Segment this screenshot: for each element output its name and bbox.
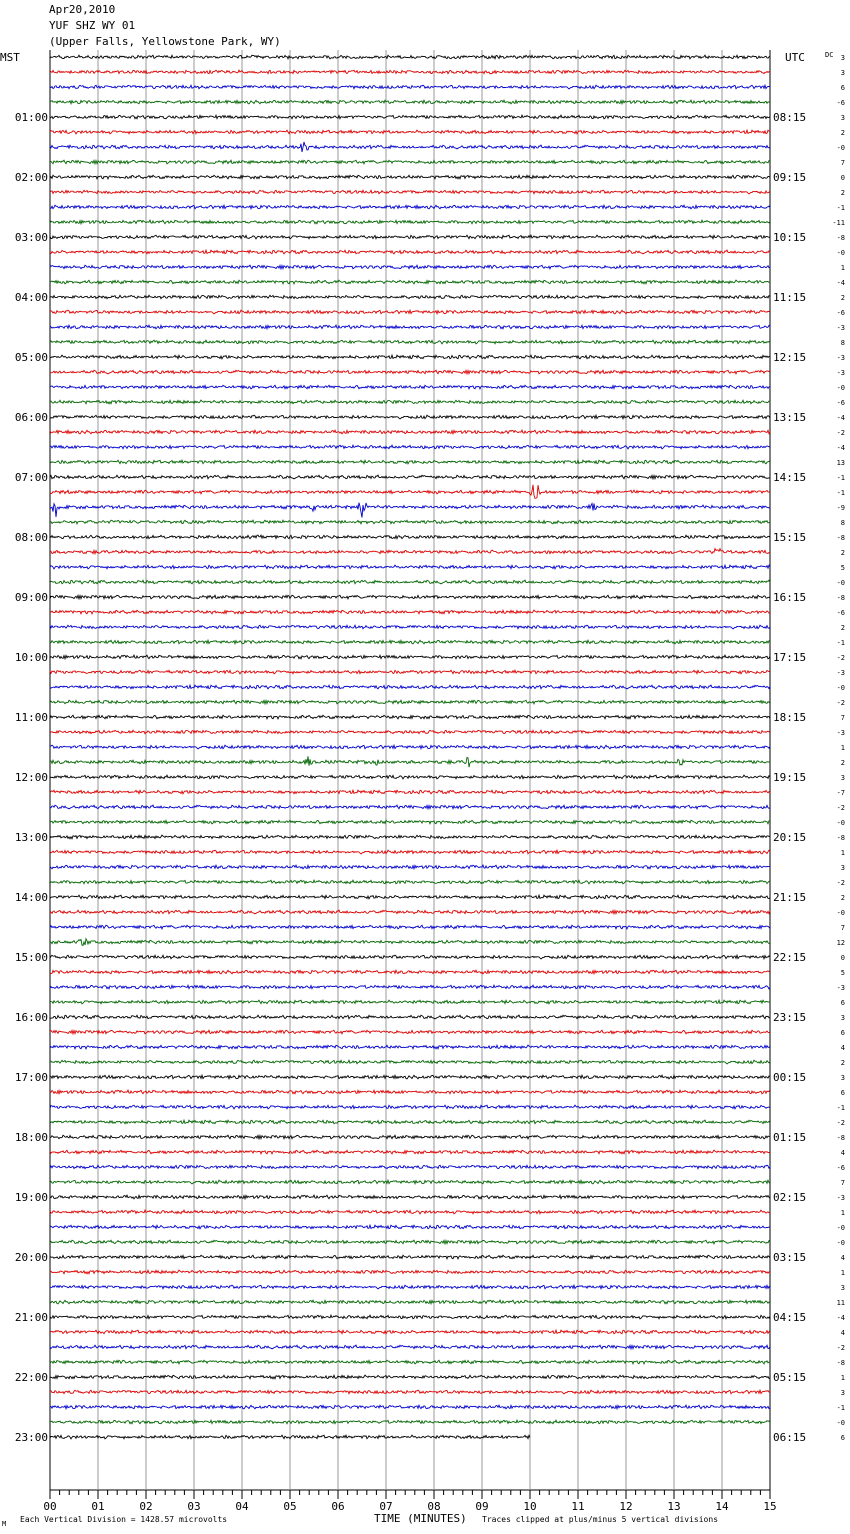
- dc-offset-label: 2: [840, 129, 845, 137]
- x-tick-label: 15: [763, 1500, 777, 1513]
- dc-offset-label: -6: [836, 309, 845, 317]
- dc-offset-label: 7: [840, 714, 845, 722]
- seismic-trace: [50, 355, 770, 359]
- dc-offset-label: 6: [840, 1434, 845, 1442]
- hour-label-local: 02:00: [14, 171, 48, 184]
- x-axis-title: TIME (MINUTES): [374, 1512, 467, 1525]
- dc-offset-label: 6: [840, 999, 845, 1007]
- dc-offset-label: -3: [836, 354, 845, 362]
- dc-offset-label: -3: [836, 324, 845, 332]
- dc-offset-label: 11: [836, 1299, 845, 1307]
- dc-offset-label: 5: [840, 564, 845, 572]
- seismic-trace: [50, 115, 770, 119]
- seismic-trace: [50, 910, 770, 914]
- dc-offset-label: 3: [840, 1074, 845, 1082]
- seismic-trace: [50, 295, 770, 298]
- dc-offset-label: -3: [836, 369, 845, 377]
- dc-offset-label: -8: [836, 594, 845, 602]
- dc-offset-label: 2: [840, 549, 845, 557]
- seismic-trace: [50, 970, 770, 974]
- seismic-trace: [50, 1150, 770, 1154]
- seismic-trace: [50, 310, 770, 314]
- seismic-trace: [50, 1315, 770, 1319]
- x-tick-label: 09: [475, 1500, 489, 1513]
- dc-offset-label: 12: [836, 939, 845, 947]
- seismic-trace: [50, 805, 770, 809]
- dc-offset-label: -2: [836, 699, 845, 707]
- dc-offset-label: -0: [836, 1239, 845, 1247]
- seismic-trace: [50, 400, 770, 404]
- dc-offset-label: -0: [836, 579, 845, 587]
- dc-offset-label: -1: [836, 204, 845, 212]
- dc-offset-label: 1: [840, 1374, 845, 1382]
- dc-offset-label: 4: [840, 1044, 845, 1052]
- hour-label-local: 22:00: [14, 1371, 48, 1384]
- seismic-trace: [50, 850, 770, 854]
- dc-offset-label: 1: [840, 1269, 845, 1277]
- dc-offset-label: 5: [840, 969, 845, 977]
- seismic-trace: [50, 549, 770, 554]
- hour-label-utc: 11:15: [773, 291, 807, 304]
- seismic-trace: [50, 1195, 770, 1199]
- seismic-trace: [50, 835, 770, 839]
- dc-offset-label: 3: [840, 69, 845, 77]
- seismic-trace: [50, 130, 770, 134]
- dc-header: DC: [825, 51, 834, 59]
- dc-offset-label: 6: [840, 84, 845, 92]
- seismic-trace: [50, 325, 770, 329]
- dc-offset-label: -2: [836, 804, 845, 812]
- dc-offset-label: -2: [836, 1344, 845, 1352]
- x-tick-label: 12: [619, 1500, 633, 1513]
- dc-offset-label: -4: [836, 414, 845, 422]
- seismic-trace: [50, 535, 770, 539]
- x-tick-label: 07: [379, 1500, 393, 1513]
- dc-offset-label: 2: [840, 1059, 845, 1067]
- seismic-trace: [50, 790, 770, 794]
- dc-offset-label: -0: [836, 249, 845, 257]
- hour-label-local: 18:00: [14, 1131, 48, 1144]
- seismic-trace: [50, 265, 770, 269]
- dc-offset-label: 3: [840, 114, 845, 122]
- seismic-trace: [50, 190, 770, 194]
- hour-label-utc: 10:15: [773, 231, 807, 244]
- seismic-trace: [50, 460, 770, 464]
- seismic-trace: [50, 1015, 770, 1019]
- seismic-trace: [50, 70, 770, 74]
- seismic-trace: [50, 280, 770, 284]
- dc-offset-label: 1: [840, 1209, 845, 1217]
- hour-label-local: 23:00: [14, 1431, 48, 1444]
- hour-label-local: 09:00: [14, 591, 48, 604]
- clip-note: Traces clipped at plus/minus 5 vertical divisions: [482, 1515, 719, 1524]
- seismic-trace: [50, 775, 770, 779]
- hour-label-utc: 02:15: [773, 1191, 807, 1204]
- seismic-trace: [50, 1375, 770, 1379]
- dc-offset-label: 3: [840, 774, 845, 782]
- hour-label-local: 08:00: [14, 531, 48, 544]
- dc-offset-label: 7: [840, 159, 845, 167]
- seismic-trace: [50, 1030, 770, 1034]
- seismic-trace: [50, 1420, 770, 1424]
- seismic-trace: [50, 220, 770, 224]
- seismic-trace: [50, 1240, 770, 1244]
- dc-offset-label: -8: [836, 1359, 845, 1367]
- seismic-trace: [50, 415, 770, 419]
- hour-label-utc: 13:15: [773, 411, 807, 424]
- hour-label-local: 03:00: [14, 231, 48, 244]
- x-tick-label: 13: [667, 1500, 681, 1513]
- seismic-trace: [50, 610, 770, 614]
- dc-offset-label: -3: [836, 984, 845, 992]
- seismic-trace: [50, 160, 770, 164]
- seismic-trace: [50, 1285, 770, 1289]
- seismic-trace: [50, 820, 770, 824]
- dc-offset-label: -0: [836, 144, 845, 152]
- seismic-trace: [50, 100, 770, 104]
- dc-offset-label: -0: [836, 1224, 845, 1232]
- dc-offset-label: -6: [836, 99, 845, 107]
- x-tick-label: 11: [571, 1500, 585, 1513]
- seismic-trace: [50, 142, 770, 152]
- hour-label-local: 15:00: [14, 951, 48, 964]
- seismic-trace: [50, 1135, 770, 1139]
- hour-label-utc: 08:15: [773, 111, 807, 124]
- seismic-trace: [50, 1390, 770, 1394]
- seismic-trace: [50, 1405, 770, 1409]
- dc-offset-label: 1: [840, 744, 845, 752]
- seismic-trace: [50, 235, 770, 239]
- seismic-trace: [50, 340, 770, 344]
- dc-offset-label: 13: [836, 459, 845, 467]
- seismic-trace: [50, 485, 770, 499]
- dc-offset-label: 3: [840, 54, 845, 62]
- dc-offset-label: 1: [840, 849, 845, 857]
- hour-label-utc: 15:15: [773, 531, 807, 544]
- seismic-trace: [50, 1345, 770, 1349]
- right-timezone-label: UTC: [785, 51, 805, 64]
- hour-label-utc: 04:15: [773, 1311, 807, 1324]
- seismic-trace: [50, 1165, 770, 1169]
- dc-offset-label: -8: [836, 834, 845, 842]
- seismic-trace: [50, 1180, 770, 1184]
- dc-offset-label: 3: [840, 864, 845, 872]
- dc-offset-label: 0: [840, 174, 845, 182]
- dc-offset-label: -2: [836, 879, 845, 887]
- dc-offset-label: 0: [840, 954, 845, 962]
- hour-label-local: 11:00: [14, 711, 48, 724]
- seismic-trace: [50, 1120, 770, 1124]
- hour-label-utc: 19:15: [773, 771, 807, 784]
- station-location: (Upper Falls, Yellowstone Park, WY): [49, 35, 281, 48]
- seismic-trace: [50, 1105, 770, 1109]
- seismic-trace: [50, 1210, 770, 1214]
- seismic-trace: [50, 1075, 770, 1079]
- hour-label-utc: 09:15: [773, 171, 807, 184]
- dc-offset-label: -1: [836, 639, 845, 647]
- dc-offset-label: -8: [836, 234, 845, 242]
- hour-label-utc: 00:15: [773, 1071, 807, 1084]
- seismic-trace: [50, 925, 770, 929]
- dc-offset-label: 4: [840, 1329, 845, 1337]
- dc-offset-label: -0: [836, 384, 845, 392]
- hour-label-utc: 21:15: [773, 891, 807, 904]
- dc-offset-label: 2: [840, 294, 845, 302]
- seismic-trace: [50, 865, 770, 869]
- dc-offset-label: -2: [836, 429, 845, 437]
- hour-label-utc: 06:15: [773, 1431, 807, 1444]
- dc-offset-label: 3: [840, 1389, 845, 1397]
- seismic-trace: [50, 745, 770, 749]
- seismic-trace: [50, 1360, 770, 1364]
- dc-offset-label: -4: [836, 279, 845, 287]
- dc-offset-label: 6: [840, 1029, 845, 1037]
- seismic-trace: [50, 880, 770, 884]
- seismic-trace: [50, 205, 770, 209]
- hour-label-utc: 18:15: [773, 711, 807, 724]
- seismic-trace: [50, 250, 770, 254]
- x-tick-label: 00: [43, 1500, 57, 1513]
- x-tick-label: 02: [139, 1500, 153, 1513]
- hour-label-local: 04:00: [14, 291, 48, 304]
- dc-offset-label: -6: [836, 399, 845, 407]
- seismic-trace: [50, 565, 770, 569]
- hour-label-local: 07:00: [14, 471, 48, 484]
- dc-offset-label: -2: [836, 654, 845, 662]
- corner-mark: M: [2, 1520, 7, 1528]
- seismic-trace: [50, 385, 770, 389]
- dc-offset-label: -3: [836, 669, 845, 677]
- seismic-trace: [50, 1045, 770, 1049]
- dc-offset-label: -1: [836, 1404, 845, 1412]
- dc-offset-label: 6: [840, 1089, 845, 1097]
- hour-label-utc: 17:15: [773, 651, 807, 664]
- seismic-trace: [50, 700, 770, 704]
- hour-label-local: 20:00: [14, 1251, 48, 1264]
- dc-offset-label: -0: [836, 684, 845, 692]
- hour-label-local: 17:00: [14, 1071, 48, 1084]
- seismic-trace: [50, 756, 770, 767]
- dc-offset-label: -1: [836, 474, 845, 482]
- dc-offset-label: 7: [840, 1179, 845, 1187]
- hour-label-utc: 16:15: [773, 591, 807, 604]
- seismic-trace: [50, 1060, 770, 1064]
- dc-offset-label: 1: [840, 264, 845, 272]
- seismic-trace: [50, 370, 770, 374]
- seismic-trace: [50, 445, 770, 449]
- hour-label-utc: 12:15: [773, 351, 807, 364]
- dc-offset-label: -0: [836, 909, 845, 917]
- dc-offset-label: 7: [840, 924, 845, 932]
- dc-offset-label: -4: [836, 444, 845, 452]
- dc-offset-label: -2: [836, 1119, 845, 1127]
- hour-label-utc: 20:15: [773, 831, 807, 844]
- dc-offset-label: -9: [836, 504, 845, 512]
- seismic-trace: [50, 1255, 770, 1259]
- x-tick-label: 05: [283, 1500, 297, 1513]
- seismic-trace: [50, 895, 770, 899]
- seismic-trace: [50, 625, 770, 629]
- x-tick-label: 03: [187, 1500, 201, 1513]
- seismic-trace: [50, 1300, 770, 1304]
- seismic-trace: [50, 685, 770, 689]
- hour-label-local: 12:00: [14, 771, 48, 784]
- dc-offset-label: 3: [840, 1014, 845, 1022]
- station-id: YUF SHZ WY 01: [49, 19, 136, 32]
- dc-offset-label: -3: [836, 1194, 845, 1202]
- hour-label-local: 16:00: [14, 1011, 48, 1024]
- dc-offset-label: -8: [836, 1134, 845, 1142]
- seismic-trace: [50, 520, 770, 524]
- x-tick-label: 01: [91, 1500, 105, 1513]
- dc-offset-label: 4: [840, 1254, 845, 1262]
- dc-offset-label: -11: [832, 219, 845, 227]
- dc-offset-label: -7: [836, 789, 845, 797]
- hour-label-utc: 14:15: [773, 471, 807, 484]
- dc-offset-label: 2: [840, 624, 845, 632]
- dc-offset-label: -8: [836, 534, 845, 542]
- dc-offset-label: 2: [840, 894, 845, 902]
- dc-offset-label: 2: [840, 189, 845, 197]
- hour-label-local: 13:00: [14, 831, 48, 844]
- dc-offset-label: 8: [840, 339, 845, 347]
- seismic-trace: [50, 670, 770, 674]
- seismic-trace: [50, 503, 770, 518]
- dc-offset-label: -6: [836, 1164, 845, 1172]
- dc-offset-label: -0: [836, 819, 845, 827]
- hour-label-local: 14:00: [14, 891, 48, 904]
- hour-label-local: 10:00: [14, 651, 48, 664]
- hour-label-utc: 05:15: [773, 1371, 807, 1384]
- seismic-trace: [50, 939, 770, 946]
- seismic-trace: [50, 655, 770, 659]
- hour-label-local: 06:00: [14, 411, 48, 424]
- seismic-trace: [50, 1000, 770, 1004]
- seismic-trace: [50, 55, 770, 59]
- seismic-trace: [50, 715, 770, 719]
- hour-label-utc: 01:15: [773, 1131, 807, 1144]
- seismic-trace: [50, 640, 770, 644]
- x-tick-label: 04: [235, 1500, 249, 1513]
- dc-offset-label: 4: [840, 1149, 845, 1157]
- seismic-trace: [50, 1330, 770, 1334]
- x-tick-label: 06: [331, 1500, 345, 1513]
- dc-offset-label: -6: [836, 609, 845, 617]
- dc-offset-label: -3: [836, 729, 845, 737]
- x-tick-label: 14: [715, 1500, 729, 1513]
- seismic-trace: [50, 1090, 770, 1094]
- seismic-trace: [50, 730, 770, 733]
- dc-offset-label: 3: [840, 1284, 845, 1292]
- seismic-trace: [50, 1225, 770, 1229]
- seismic-trace: [50, 580, 770, 584]
- scale-note: Each Vertical Division = 1428.57 microvolts: [20, 1515, 228, 1524]
- dc-offset-label: -1: [836, 489, 845, 497]
- seismic-trace: [50, 175, 770, 179]
- hour-label-utc: 23:15: [773, 1011, 807, 1024]
- seismic-trace: [50, 1270, 770, 1274]
- hour-label-local: 21:00: [14, 1311, 48, 1324]
- left-timezone-label: MST: [0, 51, 20, 64]
- dc-offset-label: -4: [836, 1314, 845, 1322]
- dc-offset-label: 2: [840, 759, 845, 767]
- dc-offset-label: 8: [840, 519, 845, 527]
- seismic-trace: [50, 985, 770, 989]
- hour-label-utc: 03:15: [773, 1251, 807, 1264]
- hour-label-local: 05:00: [14, 351, 48, 364]
- seismic-trace: [50, 475, 770, 479]
- dc-offset-label: -1: [836, 1104, 845, 1112]
- x-tick-label: 10: [523, 1500, 537, 1513]
- x-tick-label: 08: [427, 1500, 441, 1513]
- dc-offset-label: -0: [836, 1419, 845, 1427]
- seismic-trace: [50, 955, 770, 959]
- record-date: Apr20,2010: [49, 3, 116, 16]
- seismic-trace: [50, 85, 770, 89]
- hour-label-local: 01:00: [14, 111, 48, 124]
- hour-label-local: 19:00: [14, 1191, 48, 1204]
- seismic-trace: [50, 595, 770, 599]
- seismic-trace: [50, 430, 770, 434]
- hour-label-utc: 22:15: [773, 951, 807, 964]
